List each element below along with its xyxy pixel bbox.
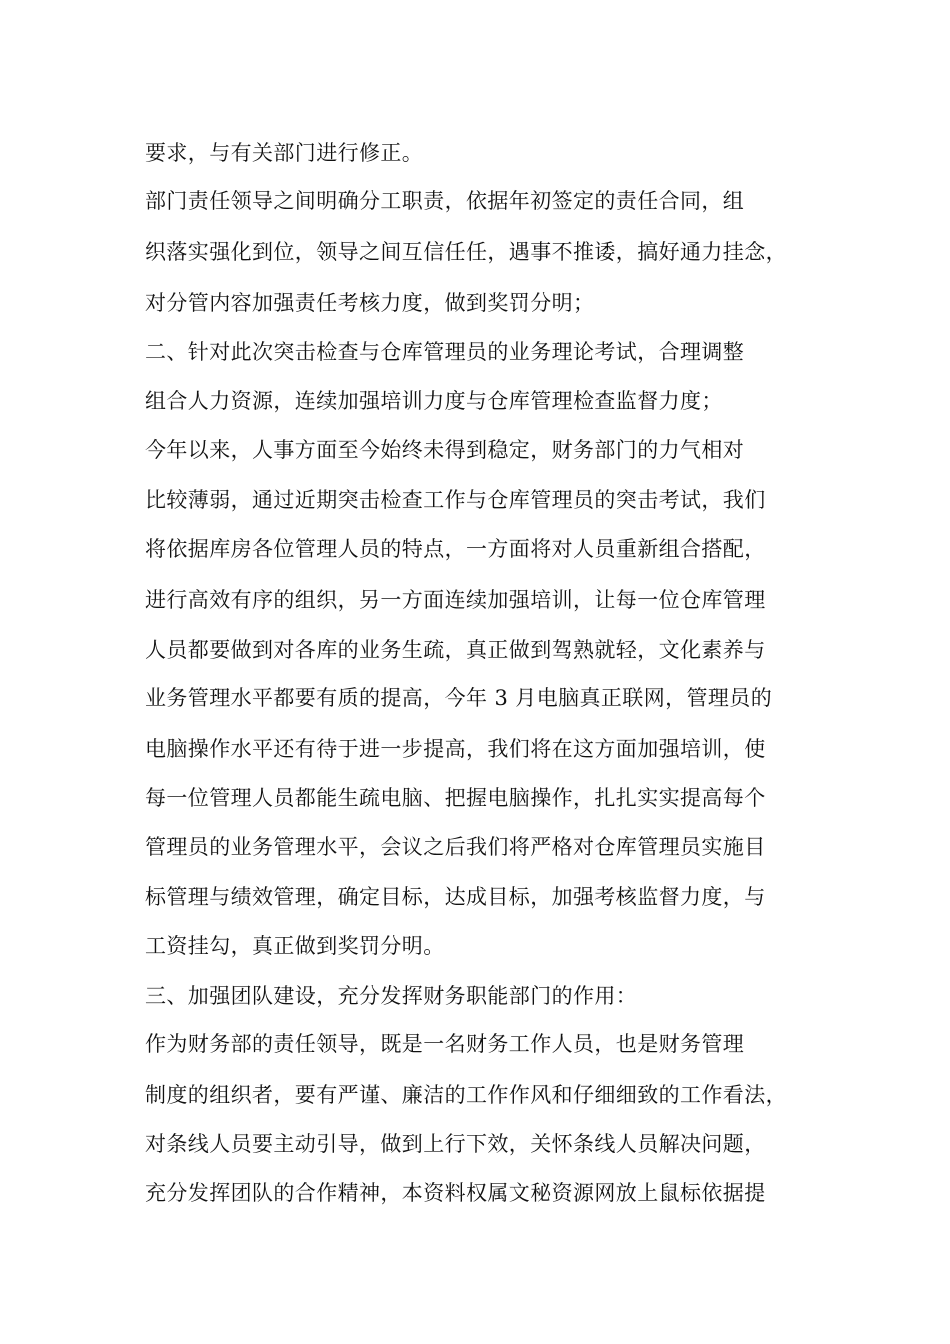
- text-line: 作为财务部的责任领导，既是一名财务工作人员，也是财务管理: [145, 1032, 745, 1056]
- text-line: 制度的组织者，要有严谨、廉洁的工作作风和仔细细致的工作看法，: [145, 1083, 787, 1107]
- text-line: 标管理与绩效管理，确定目标，达成目标，加强考核监督力度，与: [145, 885, 766, 909]
- text-line: 部门责任领导之间明确分工职责，依据年初签定的责任合同，组: [145, 189, 745, 213]
- text-line: 二、针对此次突击检查与仓库管理员的业务理论考试，合理调整: [145, 340, 745, 364]
- text-line: 人员都要做到对各库的业务生疏，真正做到驾熟就轻，文化素养与: [145, 638, 766, 662]
- text-line: 工资挂勾，真正做到奖罚分明。: [145, 934, 445, 958]
- text-line: 要求，与有关部门进行修正。: [145, 141, 424, 165]
- text-line: 将依据库房各位管理人员的特点，一方面将对人员重新组合搭配，: [145, 537, 766, 561]
- text-line: 三、加强团队建设，充分发挥财务职能部门的作用：: [145, 984, 638, 1008]
- text-line: 对分管内容加强责任考核力度，做到奖罚分明；: [145, 291, 595, 315]
- text-line: 每一位管理人员都能生疏电脑、把握电脑操作，扎扎实实提高每个: [145, 786, 766, 810]
- text-line: 业务管理水平都要有质的提高，今年 3 月电脑真正联网，管理员的: [145, 686, 773, 710]
- text-line: 进行高效有序的组织，另一方面连续加强培训，让每一位仓库管理: [145, 588, 766, 612]
- text-line: 电脑操作水平还有待于进一步提高，我们将在这方面加强培训，使: [145, 737, 766, 761]
- text-line: 比较薄弱，通过近期突击检查工作与仓库管理员的突击考试，我们: [145, 488, 766, 512]
- text-line: 组合人力资源，连续加强培训力度与仓库管理检查监督力度；: [145, 389, 723, 413]
- text-line: 对条线人员要主动引导，做到上行下效，关怀条线人员解决问题，: [145, 1132, 766, 1156]
- text-line: 管理员的业务管理水平，会议之后我们将严格对仓库管理员实施目: [145, 835, 766, 859]
- text-line: 织落实强化到位，领导之间互信任任，遇事不推诿，搞好通力挂念，: [145, 240, 787, 264]
- text-line: 充分发挥团队的合作精神，本资料权属文秘资源网放上鼠标依据提: [145, 1181, 766, 1205]
- text-line: 今年以来，人事方面至今始终未得到稳定，财务部门的力气相对: [145, 438, 745, 462]
